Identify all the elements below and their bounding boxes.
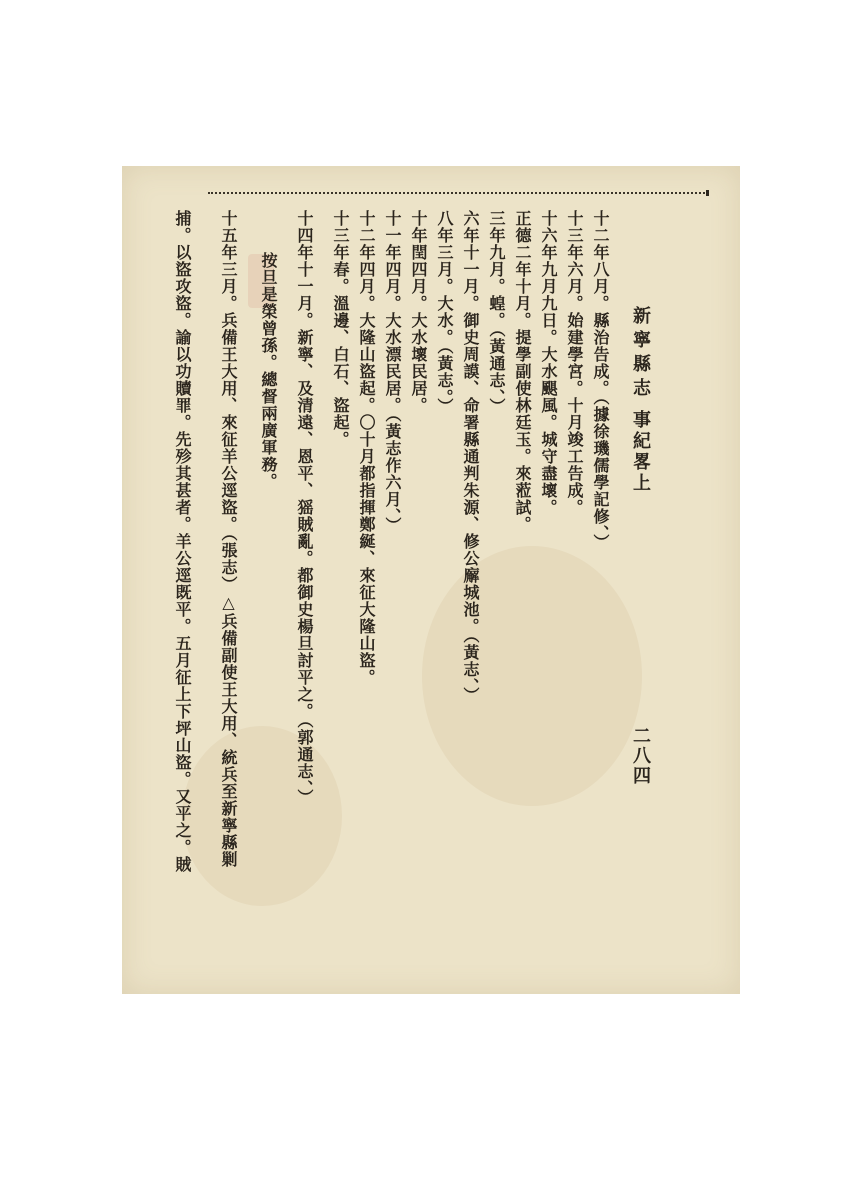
text-column-4: 正德二年十月。提學副使林廷玉。來蒞試。: [513, 210, 532, 533]
text-column-15: 捕。以盜攻盜。諭以功贖罪。先殄其甚者。羊公逕既平。五月征上下坪山盜。又平之。賊: [173, 210, 192, 873]
text-column-7: 八年三月。大水。（黃志。）: [435, 210, 454, 415]
document-page: [122, 166, 740, 994]
paper-stain: [422, 546, 642, 806]
text-column-12: 十四年十一月。新寧、及清遠、恩平、猺賊亂。都御史楊旦討平之。（郭通志、）: [295, 210, 314, 806]
text-column-5: 三年九月。蝗。（黃通志、）: [487, 210, 506, 415]
paper-stain: [182, 726, 342, 906]
book-title: 新寧縣志: [630, 306, 651, 402]
text-column-9: 十一年四月。大水漂民居。（黃志作六月、）: [383, 210, 402, 534]
text-column-1: 十二年八月。縣治告成。（據徐璣儒學記修、）: [591, 210, 610, 551]
text-column-10: 十二年四月。大隆山盜起。〇十月都指揮鄭綖、來征大隆山盜。: [357, 210, 376, 686]
text-column-14: 十五年三月。兵備王大用、來征羊公逕盜。（張志）△兵備副使王大用、統兵至新寧縣剿: [219, 210, 238, 868]
page-number: 二八四: [630, 726, 651, 786]
text-column-8: 十年閏四月。大水壞民居。: [409, 210, 428, 414]
text-column-3: 十六年九月九日。大水颶風。城守盡壞。: [539, 210, 558, 516]
section-title: 事紀畧上: [630, 410, 651, 494]
corner-mark: [706, 190, 709, 196]
text-column-13: 按旦是榮曾孫。總督兩廣軍務。: [259, 252, 278, 490]
top-rule: [208, 192, 708, 194]
text-column-6: 六年十一月。御史周謨、命署縣通判朱源、修公廨城池。（黃志、）: [461, 210, 480, 704]
text-column-2: 十三年六月。始建學宮。十月竣工告成。: [565, 210, 584, 516]
text-column-11: 十三年春。溫邊、白石、盜起。: [331, 210, 350, 448]
